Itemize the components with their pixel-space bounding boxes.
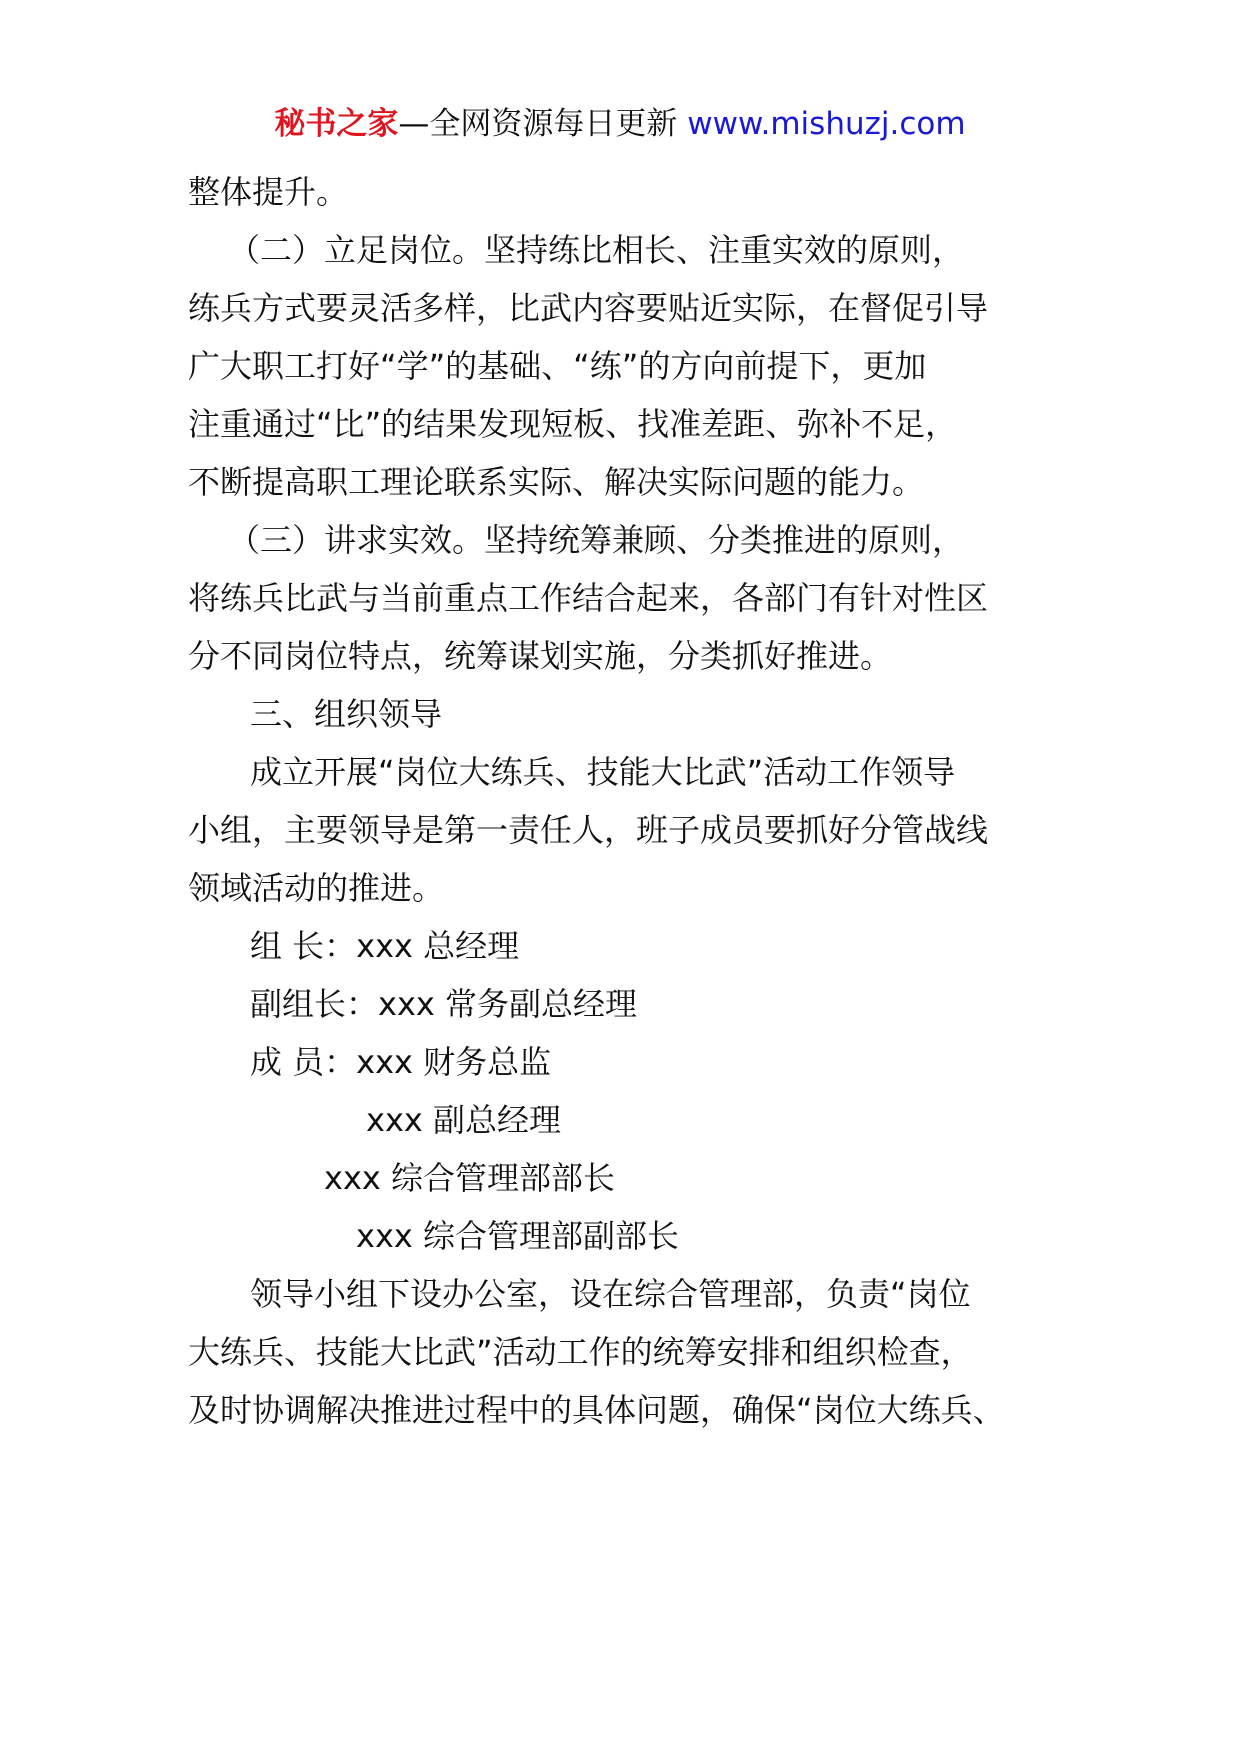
text-line: 广大职工打好“学”的基础、“练”的方向前提下，更加 [188, 347, 927, 385]
header-url[interactable]: www.mishuzj.com [687, 106, 966, 142]
text-line: （三）讲求实效。坚持统筹兼顾、分类推进的原则， [228, 521, 965, 559]
text-line: 成立开展“岗位大练兵、技能大比武”活动工作领导 [250, 753, 956, 791]
text-line: 注重通过“比”的结果发现短板、找准差距、弥补不足， [188, 405, 958, 443]
header-brand: 秘书之家 [274, 106, 399, 142]
page-header [0, 98, 1240, 150]
text-line: 大练兵、技能大比武”活动工作的统筹安排和组织检查， [188, 1333, 973, 1371]
member-line: 副组长：xxx 常务副总经理 [250, 985, 637, 1023]
text-line: 及时协调解决推进过程中的具体问题，确保“岗位大练兵、 [188, 1391, 1005, 1429]
member-line: xxx 综合管理部部长 [324, 1159, 615, 1197]
text-line: 不断提高职工理论联系实际、解决实际问题的能力。 [188, 463, 925, 501]
text-line: （二）立足岗位。坚持练比相长、注重实效的原则， [228, 231, 965, 269]
text-line: 小组，主要领导是第一责任人，班子成员要抓好分管战线 [188, 811, 989, 849]
member-line: 组 长：xxx 总经理 [250, 927, 520, 965]
text-line: 分不同岗位特点，统筹谋划实施，分类抓好推进。 [188, 637, 893, 675]
section-heading: 三、组织领导 [250, 695, 443, 733]
text-line: 领域活动的推进。 [188, 869, 445, 907]
member-line: xxx 综合管理部副部长 [356, 1217, 679, 1255]
text-line: 练兵方式要灵活多样，比武内容要贴近实际，在督促引导 [188, 289, 989, 327]
member-line: 成 员：xxx 财务总监 [250, 1043, 552, 1081]
text-line: 整体提升。 [188, 173, 349, 211]
text-line: 将练兵比武与当前重点工作结合起来，各部门有针对性区 [188, 579, 989, 617]
member-line: xxx 副总经理 [366, 1101, 561, 1139]
header-tagline: —全网资源每日更新 [398, 106, 678, 142]
text-line: 领导小组下设办公室，设在综合管理部，负责“岗位 [250, 1275, 971, 1313]
